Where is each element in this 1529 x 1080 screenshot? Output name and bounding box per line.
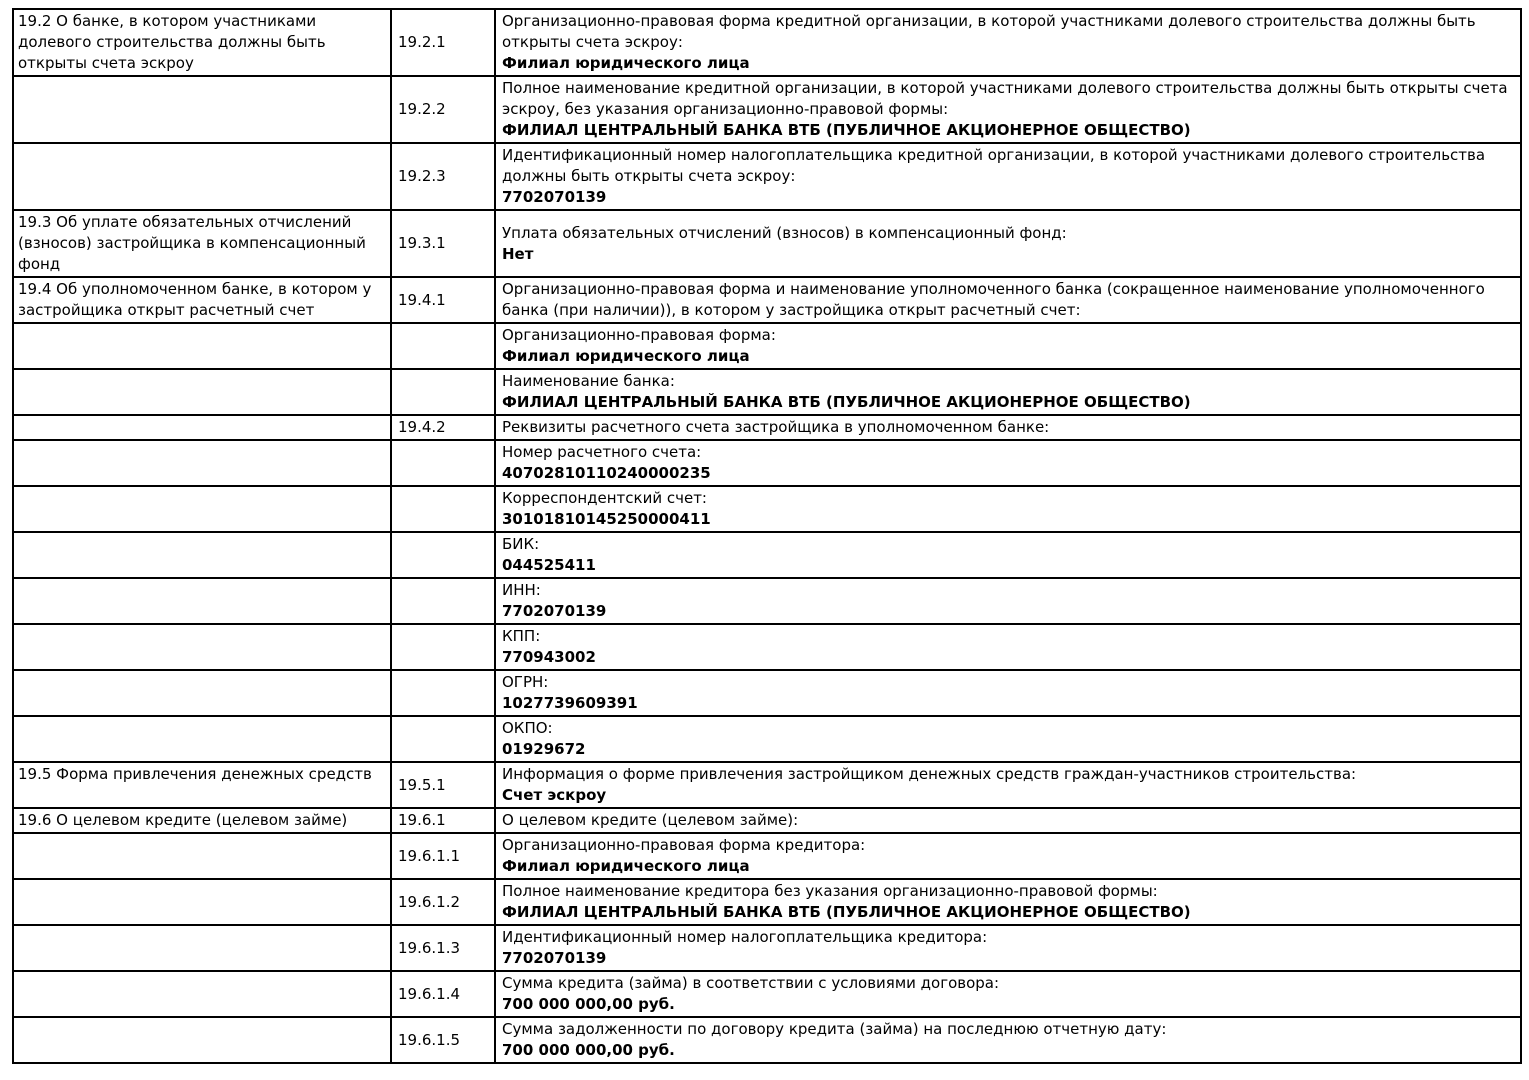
- table-row: [13, 716, 1521, 762]
- declaration-table: [12, 8, 1522, 1064]
- field-label: Сумма кредита (займа) в соответствии с условиями договора:: [502, 974, 1000, 992]
- section-cell: [13, 76, 391, 143]
- content-cell: [495, 532, 1521, 578]
- table-row: [13, 808, 1521, 833]
- field-label: Организационно-правовая форма кредитной организации, в которой участниками долевого строительства должны быть открыты счета эскроу:: [502, 12, 1476, 51]
- code-cell: 19.3.1: [391, 210, 495, 277]
- field-value: 700 000 000,00 руб.: [502, 995, 675, 1013]
- field-label: О целевом кредите (целевом займе):: [502, 811, 799, 829]
- field-value: ФИЛИАЛ ЦЕНТРАЛЬНЫЙ БАНКА ВТБ (ПУБЛИЧНОЕ АКЦИОНЕРНОЕ ОБЩЕСТВО): [502, 121, 1191, 139]
- content-cell: [495, 76, 1521, 143]
- code-cell: [391, 716, 495, 762]
- section-cell: [13, 323, 391, 369]
- field-label: Идентификационный номер налогоплательщика кредитора:: [502, 928, 988, 946]
- field-label: Полное наименование кредитной организации, в которой участниками долевого строительства должны быть открыты счета эскроу, без указания организационно-правовой формы:: [502, 79, 1508, 118]
- code-cell: [391, 369, 495, 415]
- section-cell: [13, 486, 391, 532]
- code-cell: [391, 486, 495, 532]
- field-value: 7702070139: [502, 949, 607, 967]
- code-cell: 19.2.3: [391, 143, 495, 210]
- content-cell: [495, 210, 1521, 277]
- section-cell: 19.6 О целевом кредите (целевом займе): [13, 808, 391, 833]
- field-value: 044525411: [502, 556, 596, 574]
- field-value: 7702070139: [502, 602, 607, 620]
- code-cell: 19.4.2: [391, 415, 495, 440]
- section-cell: [13, 925, 391, 971]
- code-cell: 19.6.1.2: [391, 879, 495, 925]
- content-cell: [495, 143, 1521, 210]
- field-value: Филиал юридического лица: [502, 857, 750, 875]
- content-cell: [495, 486, 1521, 532]
- content-cell: [495, 277, 1521, 323]
- field-label: Наименование банка:: [502, 372, 675, 390]
- code-cell: [391, 323, 495, 369]
- content-cell: [495, 879, 1521, 925]
- field-label: ИНН:: [502, 581, 541, 599]
- content-cell: [495, 415, 1521, 440]
- field-value: 700 000 000,00 руб.: [502, 1041, 675, 1059]
- table-row: [13, 833, 1521, 879]
- section-cell: 19.4 Об уполномоченном банке, в котором у застройщика открыт расчетный счет: [13, 277, 391, 323]
- field-label: Уплата обязательных отчислений (взносов) в компенсационный фонд:: [502, 223, 1067, 242]
- field-value: 40702810110240000235: [502, 464, 711, 482]
- code-cell: [391, 624, 495, 670]
- section-cell: [13, 879, 391, 925]
- field-label: КПП:: [502, 627, 541, 645]
- field-label: Полное наименование кредитора без указания организационно-правовой формы:: [502, 882, 1158, 900]
- field-label: ОГРН:: [502, 673, 549, 691]
- section-cell: [13, 440, 391, 486]
- field-label: ОКПО:: [502, 719, 553, 737]
- content-cell: [495, 808, 1521, 833]
- section-cell: 19.2 О банке, в котором участниками долевого строительства должны быть открыты счета эскроу: [13, 9, 391, 76]
- content-cell: [495, 369, 1521, 415]
- field-value: Филиал юридического лица: [502, 54, 750, 72]
- content-cell: [495, 925, 1521, 971]
- code-cell: 19.6.1.4: [391, 971, 495, 1017]
- content-cell: [495, 9, 1521, 76]
- code-cell: [391, 578, 495, 624]
- section-cell: [13, 578, 391, 624]
- table-row: [13, 762, 1521, 808]
- table-row: [13, 76, 1521, 143]
- table-row: [13, 323, 1521, 369]
- field-label: Сумма задолженности по договору кредита (займа) на последнюю отчетную дату:: [502, 1020, 1167, 1038]
- content-cell: [495, 578, 1521, 624]
- section-cell: [13, 716, 391, 762]
- section-cell: [13, 1017, 391, 1063]
- code-cell: 19.2.2: [391, 76, 495, 143]
- code-cell: 19.4.1: [391, 277, 495, 323]
- content-cell: [495, 1017, 1521, 1063]
- section-cell: [13, 369, 391, 415]
- content-cell: [495, 716, 1521, 762]
- field-label: Идентификационный номер налогоплательщика кредитной организации, в которой участниками долевого строительства должны быть открыты счета эскроу:: [502, 146, 1486, 185]
- field-value: 1027739609391: [502, 694, 638, 712]
- code-cell: [391, 532, 495, 578]
- field-label: Организационно-правовая форма и наименование уполномоченного банка (сокращенное наименование уполномоченного банка (при наличии)), в котором у застройщика открыт расчетный счет:: [502, 280, 1485, 319]
- section-cell: [13, 143, 391, 210]
- field-label: Информация о форме привлечения застройщиком денежных средств граждан-участников строительства:: [502, 765, 1357, 783]
- section-cell: [13, 532, 391, 578]
- content-cell: [495, 762, 1521, 808]
- field-value: 7702070139: [502, 188, 607, 206]
- table-row: [13, 578, 1521, 624]
- content-cell: [495, 440, 1521, 486]
- content-cell: [495, 670, 1521, 716]
- section-cell: 19.5 Форма привлечения денежных средств: [13, 762, 391, 808]
- section-cell: 19.3 Об уплате обязательных отчислений (взносов) застройщика в компенсационный фонд: [13, 210, 391, 277]
- field-value: 30101810145250000411: [502, 510, 711, 528]
- table-row: [13, 415, 1521, 440]
- section-cell: [13, 670, 391, 716]
- code-cell: 19.6.1.3: [391, 925, 495, 971]
- table-row: [13, 971, 1521, 1017]
- table-row: [13, 210, 1521, 277]
- content-cell: [495, 971, 1521, 1017]
- content-cell: [495, 323, 1521, 369]
- table-row: [13, 369, 1521, 415]
- code-cell: [391, 670, 495, 716]
- code-cell: 19.6.1: [391, 808, 495, 833]
- section-cell: [13, 624, 391, 670]
- table-row: [13, 486, 1521, 532]
- table-row: [13, 670, 1521, 716]
- code-cell: 19.6.1.5: [391, 1017, 495, 1063]
- field-label: БИК:: [502, 535, 540, 553]
- table-row: [13, 1017, 1521, 1063]
- table-row: [13, 277, 1521, 323]
- field-value: Счет эскроу: [502, 786, 607, 804]
- section-cell: [13, 833, 391, 879]
- content-cell: [495, 624, 1521, 670]
- field-value: Филиал юридического лица: [502, 347, 750, 365]
- field-value: ФИЛИАЛ ЦЕНТРАЛЬНЫЙ БАНКА ВТБ (ПУБЛИЧНОЕ АКЦИОНЕРНОЕ ОБЩЕСТВО): [502, 393, 1191, 411]
- table-row: [13, 143, 1521, 210]
- field-value: 770943002: [502, 648, 596, 666]
- section-cell: [13, 971, 391, 1017]
- field-label: Номер расчетного счета:: [502, 443, 702, 461]
- code-cell: [391, 440, 495, 486]
- code-cell: 19.2.1: [391, 9, 495, 76]
- field-value: Нет: [502, 244, 534, 263]
- field-value: ФИЛИАЛ ЦЕНТРАЛЬНЫЙ БАНКА ВТБ (ПУБЛИЧНОЕ АКЦИОНЕРНОЕ ОБЩЕСТВО): [502, 903, 1191, 921]
- table-row: [13, 532, 1521, 578]
- field-value: 01929672: [502, 740, 586, 758]
- code-cell: 19.5.1: [391, 762, 495, 808]
- field-label: Организационно-правовая форма:: [502, 326, 776, 344]
- content-cell: [495, 833, 1521, 879]
- table-row: [13, 440, 1521, 486]
- table-row: [13, 925, 1521, 971]
- section-cell: [13, 415, 391, 440]
- field-label: Реквизиты расчетного счета застройщика в уполномоченном банке:: [502, 418, 1050, 436]
- field-label: Организационно-правовая форма кредитора:: [502, 836, 866, 854]
- field-label: Корреспондентский счет:: [502, 489, 707, 507]
- table-row: [13, 9, 1521, 76]
- code-cell: 19.6.1.1: [391, 833, 495, 879]
- table-row: [13, 624, 1521, 670]
- table-row: [13, 879, 1521, 925]
- declaration-table-body: [13, 9, 1521, 1063]
